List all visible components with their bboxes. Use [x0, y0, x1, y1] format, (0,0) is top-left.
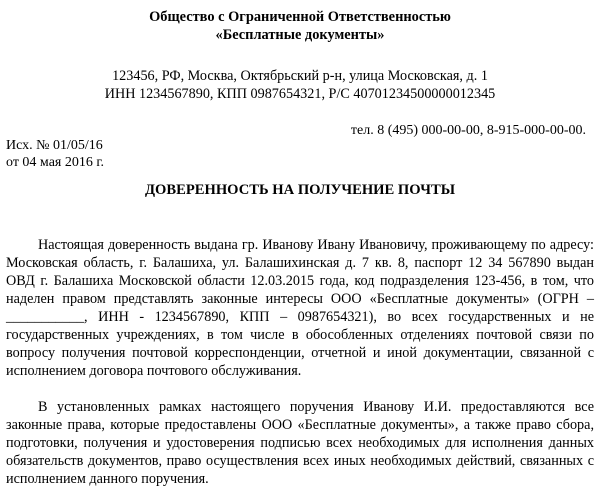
organization-name-line2: «Бесплатные документы»: [215, 27, 385, 43]
body-paragraph-2: В установленных рамках настоящего поручения Иванову И.И. предоставляются все законные права, которые предоставлены ООО «Бесплатные документы», а также право сбора, подготовки, получения и удостоверения подписью всех необходимых для исполнения данных обязательств документов, право осуществления всех иных необходимых действий, связанных с исполнением данного поручения.: [6, 399, 594, 487]
organization-name-line1: Общество с Ограниченной Ответственностью: [149, 9, 451, 25]
document-date: от 04 мая 2016 г.: [6, 155, 105, 170]
organization-requisites: ИНН 1234567890, КПП 0987654321, Р/С 40701234500000012345: [104, 86, 496, 102]
document-title: ДОВЕРЕННОСТЬ НА ПОЛУЧЕНИЕ ПОЧТЫ: [144, 182, 456, 198]
contact-phone: тел. 8 (495) 000-00-00, 8-915-000-00-00.: [350, 123, 586, 138]
body-paragraph-1: Настоящая доверенность выдана гр. Иванову Ивану Ивановичу, проживающему по адресу: Московская область, г. Балашиха, ул. Балашихинская д. 7 кв. 8, паспорт 12 34 567890 выдан ОВД г. Балашиха Московской области 12.03.2015 года, код подразделения 123-456, в том, что наделен правом представлять законные интересы ООО «Бесплатные документы» (ОГРН – ___________, ИНН - 1234567890, КПП – 0987654321), во всех государственных и не государственных учреждениях, в том числе в обособленных отделениях почтовой связи по вопросу получения почтовой корреспонденции, отчетной и иной документации, связанной с исполнением договора почтового обслуживания.: [6, 237, 594, 379]
organization-address: 123456, РФ, Москва, Октябрьский р-н, улица Московская, д. 1: [112, 68, 488, 84]
outgoing-number: Исх. № 01/05/16: [6, 138, 103, 153]
